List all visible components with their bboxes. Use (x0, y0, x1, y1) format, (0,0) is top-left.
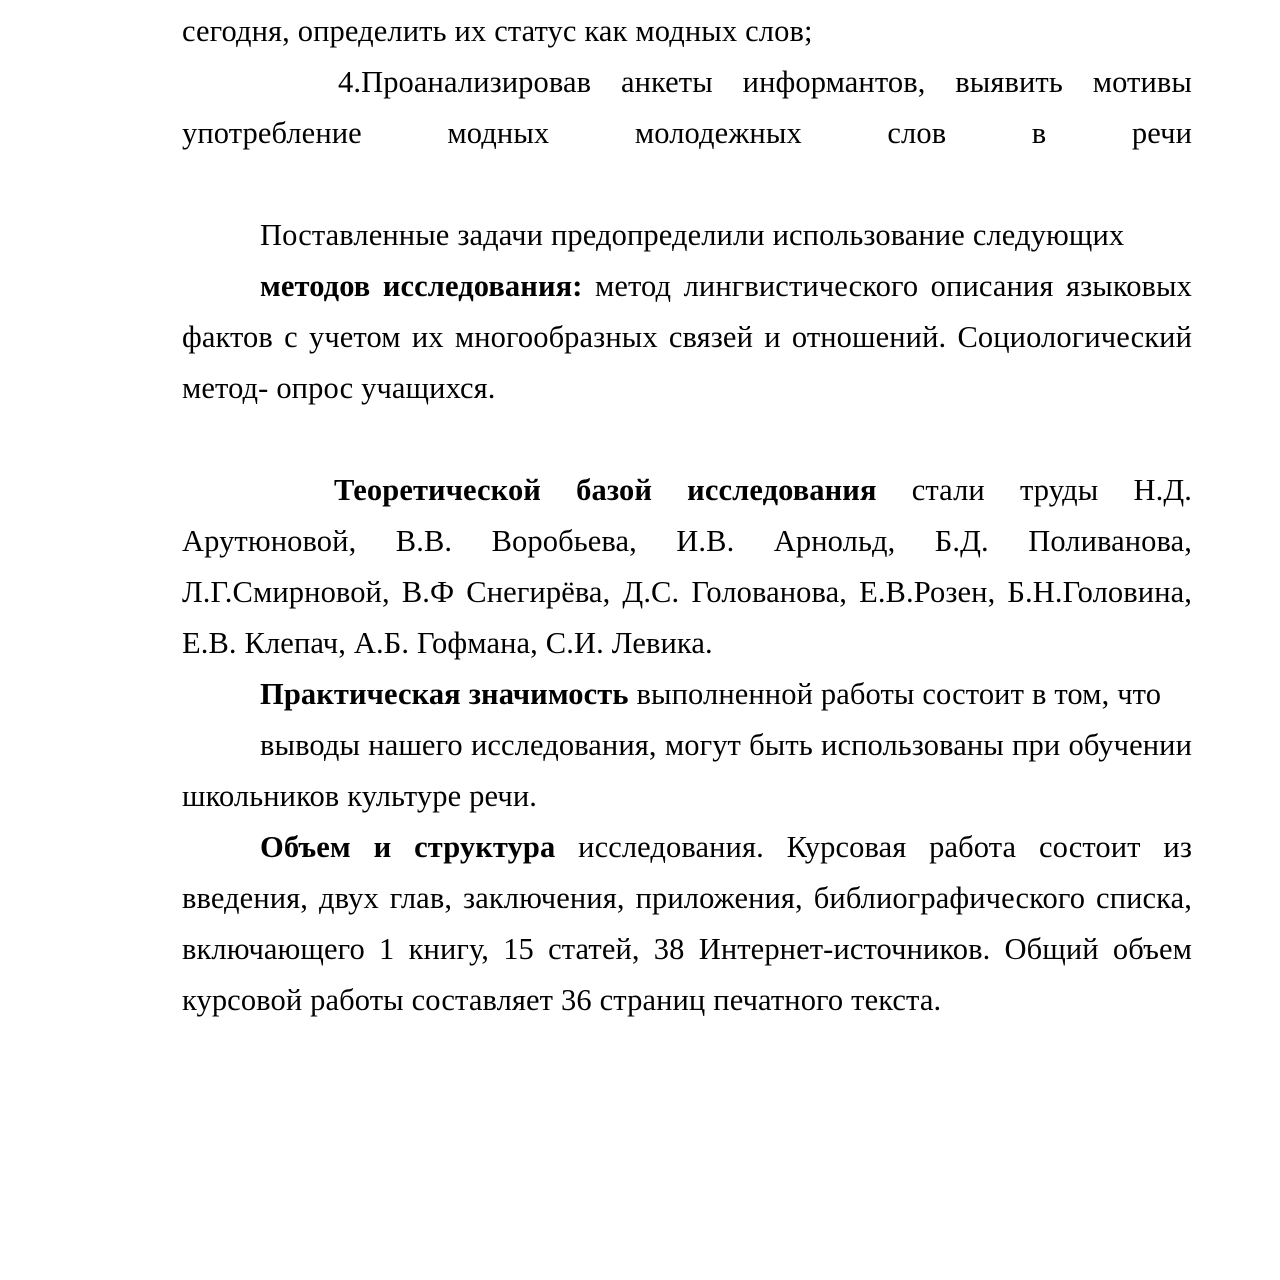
paragraph-spacer (182, 414, 1192, 465)
paragraph-methods-lead: Поставленные задачи предопределили использование следующих (260, 218, 1125, 252)
task-number: 4. (338, 65, 362, 99)
volume-structure-heading: Объем и структура (260, 830, 556, 864)
paragraph-volume-and-structure (182, 822, 1192, 1026)
practical-significance-heading: Практическая значимость (260, 677, 629, 711)
methods-heading: методов исследования: (260, 269, 583, 303)
task-4-text: Проанализировав анкеты информантов, выявить мотивы употребление модных молодежных слов в речи (182, 65, 1192, 150)
practical-significance-lead-body: выполненной работы состоит в том, что (628, 677, 1162, 711)
paragraph-methods (182, 261, 1192, 414)
theoretical-base-body: стали труды Н.Д. Арутюновой, В.В. Воробьева, И.В. Арнольд, Б.Д. Поливанова, Л.Г.Смирновой, В.Ф Снегирёва, Д.С. Голованова, Е.В.Розен, Б.Н.Головина, Е.В. Клепач, А.Б. Гофмана, С.И. Левика. (182, 473, 1192, 660)
paragraph-practical-significance-lead (182, 669, 1192, 720)
paragraph-practical-significance: выводы нашего исследования, могут быть использованы при обучении школьников культуре речи. (182, 728, 1192, 813)
theoretical-base-heading: Теоретической базой исследования (334, 473, 877, 507)
volume-structure-body: исследования. Курсовая работа состоит из введения, двух глав, заключения, приложения, библиографического списка, включающего 1 книгу, 15 статей, 38 Интернет-источников. Общий объем курсовой работы составляет 36 страниц печатного текста. (182, 830, 1192, 1017)
paragraph-theoretical-base (182, 465, 1192, 669)
methods-body: метод лингвистического описания языковых фактов с учетом их многообразных связей и отношений. Социологический метод- опрос учащихся. (182, 269, 1193, 405)
document-text-column (182, 6, 1192, 1026)
paragraph-task-continuation: сегодня, определить их статус как модных слов; (182, 14, 813, 48)
paragraph-task-4 (182, 57, 1192, 210)
